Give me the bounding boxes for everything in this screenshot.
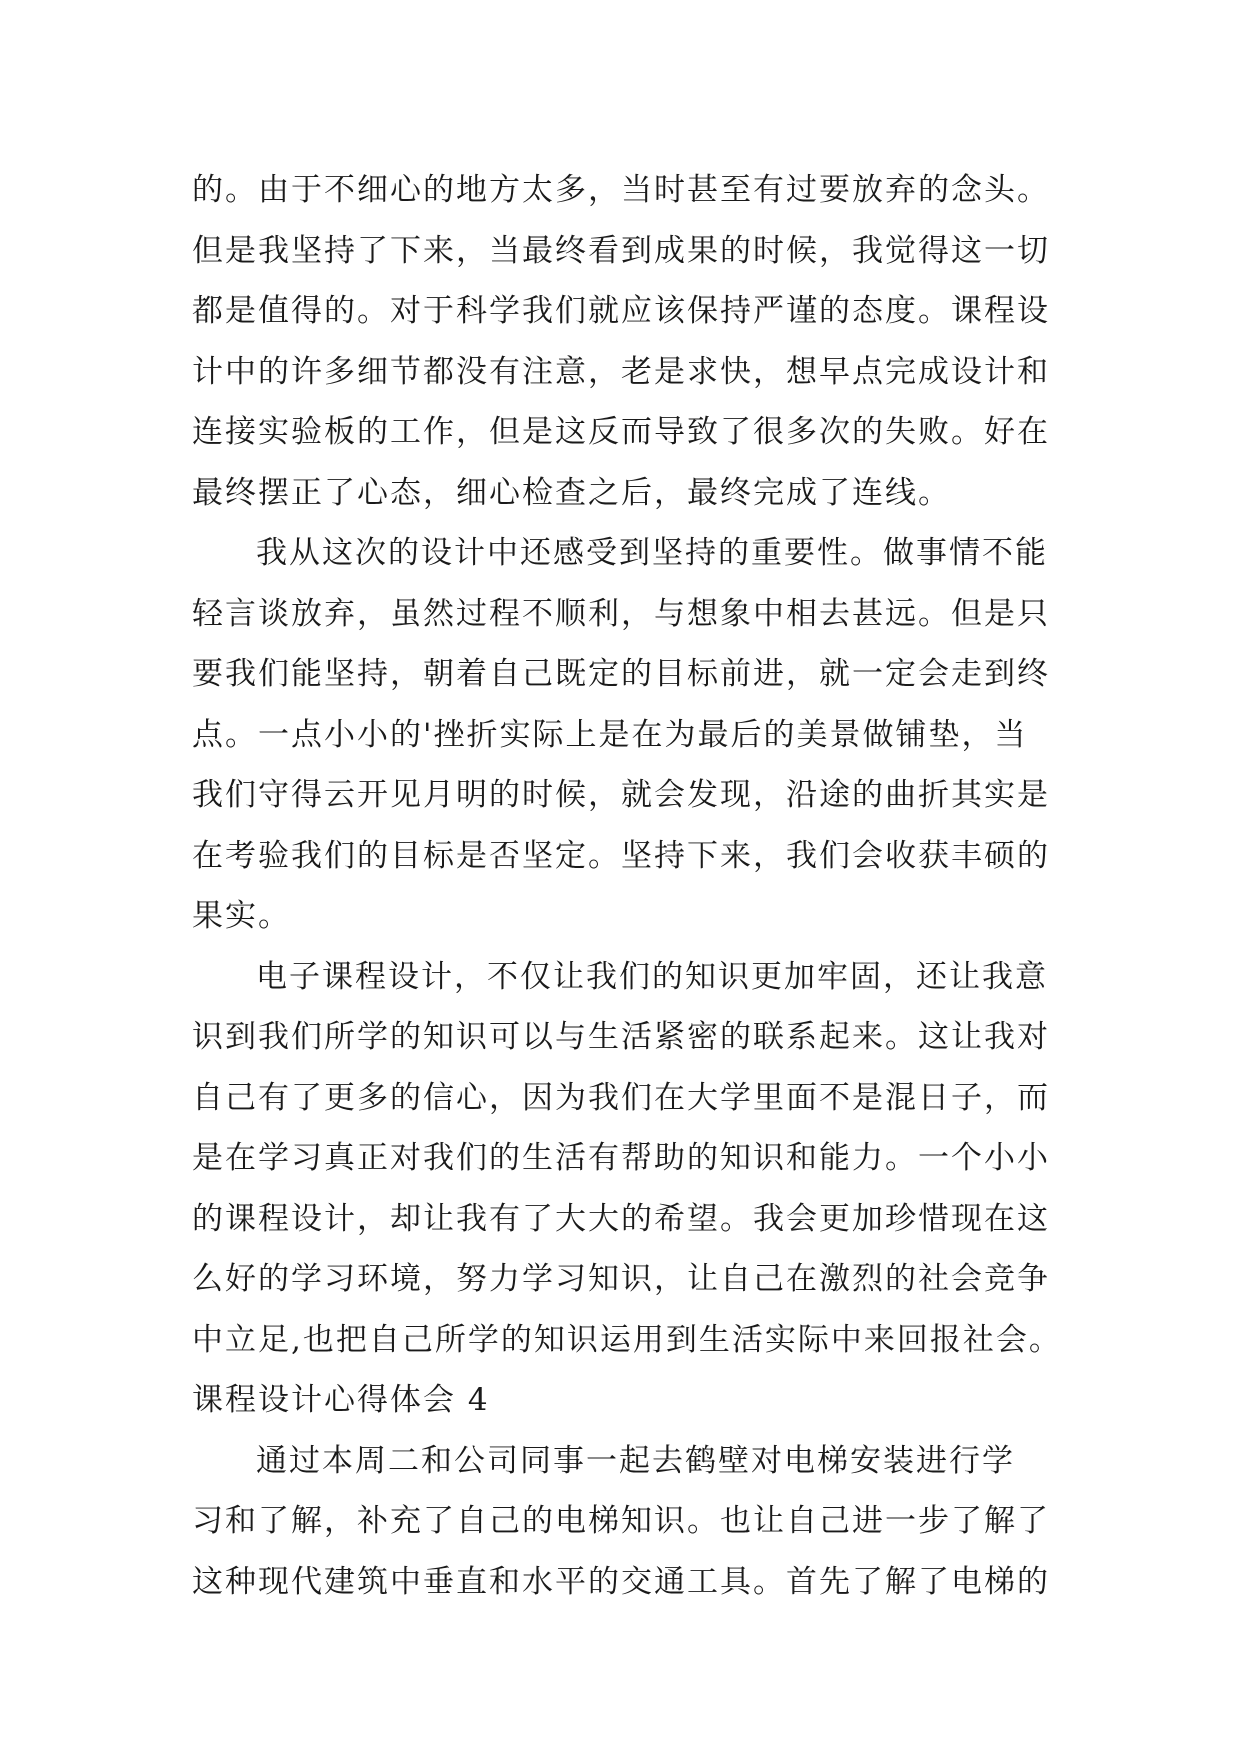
body-text <box>192 160 1072 1612</box>
text-line: 要我们能坚持，朝着自己既定的目标前进，就一定会走到终 <box>192 656 1050 692</box>
text-line: 都是值得的。对于科学我们就应该保持严谨的态度。课程设 <box>192 293 1050 329</box>
text-line: 最终摆正了心态，细心检查之后，最终完成了连线。 <box>192 474 951 511</box>
section-heading: 课程设计心得体会 4 <box>192 1382 490 1418</box>
text-line: 习和了解，补充了自己的电梯知识。也让自己进一步了解了 <box>192 1503 1050 1539</box>
text-line: 中立足,也把自己所学的知识运用到生活实际中来回报社会。 <box>192 1321 1062 1358</box>
text-line: 的课程设计，却让我有了大大的希望。我会更加珍惜现在这 <box>192 1200 1050 1237</box>
text-line: 是在学习真正对我们的生活有帮助的知识和能力。一个小小 <box>192 1140 1050 1176</box>
text-line: 但是我坚持了下来，当最终看到成果的时候，我觉得这一切 <box>192 232 1050 269</box>
paragraph-start-line: 电子课程设计，不仅让我们的知识更加牢固，还让我意 <box>256 958 1048 995</box>
text-line: 我们守得云开见月明的时候，就会发现，沿途的曲折其实是 <box>192 777 1050 813</box>
text-line: 识到我们所学的知识可以与生活紧密的联系起来。这让我对 <box>192 1019 1050 1055</box>
text-line: 果实。 <box>192 898 291 934</box>
paragraph-start-line: 通过本周二和公司同事一起去鹤壁对电梯安装进行学 <box>256 1442 1015 1479</box>
paragraph-start-line: 我从这次的设计中还感受到坚持的重要性。做事情不能 <box>256 535 1048 571</box>
text-line: 轻言谈放弃，虽然过程不顺利，与想象中相去甚远。但是只 <box>192 595 1050 632</box>
text-line: 点。一点小小的'挫折实际上是在为最后的美景做铺垫，当 <box>192 716 1028 753</box>
text-line: 自己有了更多的信心，因为我们在大学里面不是混日子，而 <box>192 1079 1050 1116</box>
text-line: 计中的许多细节都没有注意，老是求快，想早点完成设计和 <box>192 353 1050 390</box>
text-line: 的。由于不细心的地方太多，当时甚至有过要放弃的念头。 <box>192 172 1050 208</box>
text-line: 这种现代建筑中垂直和水平的交通工具。首先了解了电梯的 <box>192 1563 1050 1600</box>
text-line: 在考验我们的目标是否坚定。坚持下来，我们会收获丰硕的 <box>192 837 1050 874</box>
text-line: 么好的学习环境，努力学习知识，让自己在激烈的社会竞争 <box>192 1261 1050 1297</box>
text-line: 连接实验板的工作，但是这反而导致了很多次的失败。好在 <box>192 414 1050 450</box>
